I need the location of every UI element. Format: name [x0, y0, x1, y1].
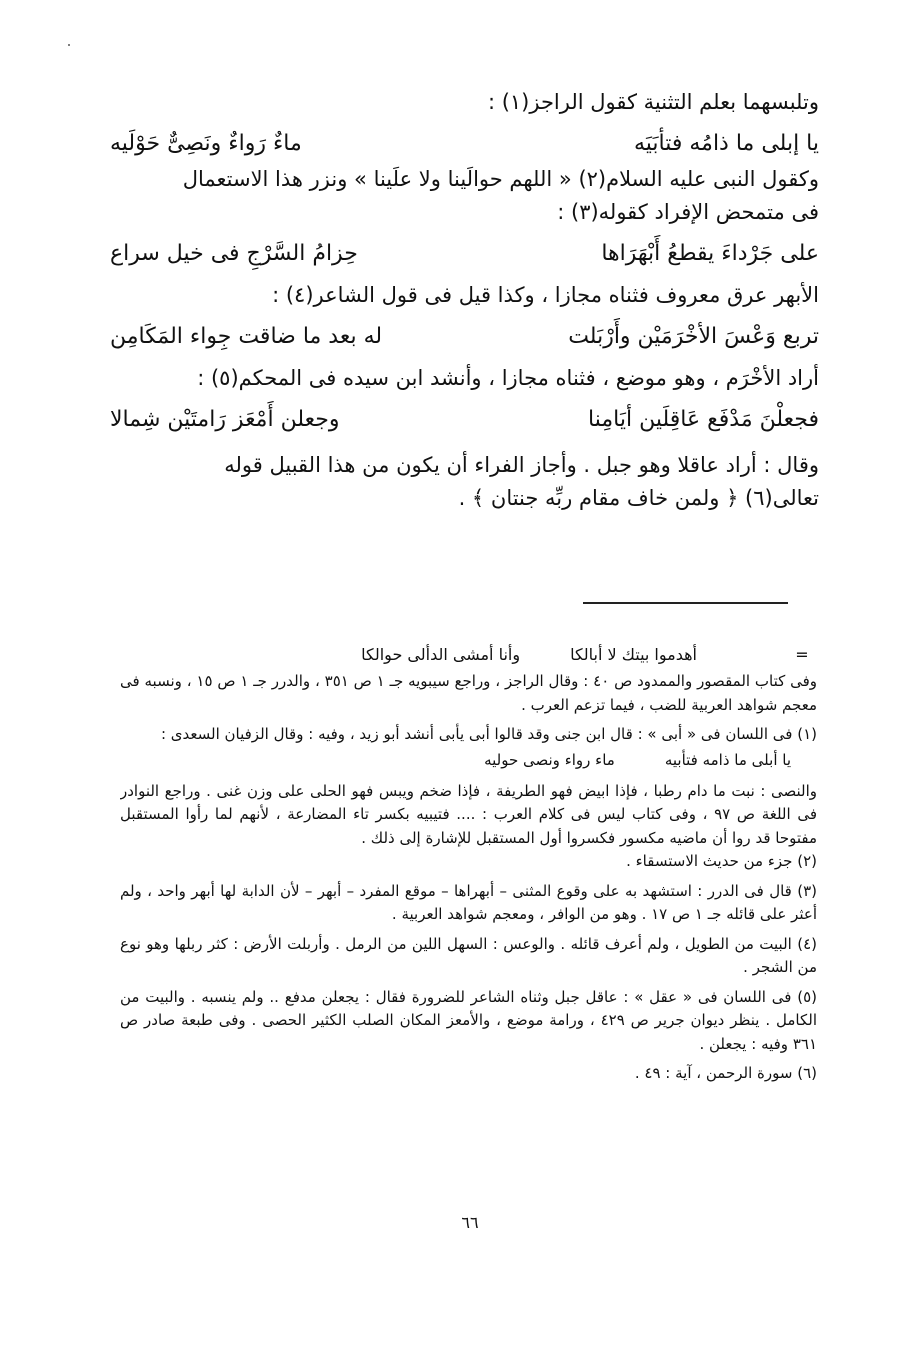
verse-second-hemistich: وجعلن أَمْعَز رَامتَيْن شِمالا — [110, 407, 340, 432]
footnotes — [120, 640, 817, 1086]
verse-second-hemistich: ماءٌ رَواءٌ ونَصِىٌّ حَوْلَيه — [110, 131, 302, 156]
verse-line — [110, 125, 819, 163]
verse-second-hemistich: ماء رواء ونصى حوليه — [484, 750, 615, 769]
verse-second-hemistich: حِزامُ السَّرْجِ فى خيل سراع — [110, 241, 358, 266]
footnote-2: (٢) جزء من حديث الاستسقاء . — [626, 852, 817, 870]
footnote-3: (٣) قال فى الدرر : استشهد به على وقوع المثنى – أبهراها – موقع المفرد – أبهر – لأن الدابة لها أبهر واحد ، ولم أعثر على قائله جـ ١ ص ١٧ . وهو من الوافر ، ومعجم شواهد العربية . — [120, 881, 817, 923]
continuation-marker: = — [795, 645, 809, 664]
body-line: فى متمحض الإفراد كقوله(٣) : — [557, 200, 819, 224]
verse-line — [110, 318, 819, 356]
footnote-1-verse — [120, 747, 817, 774]
body-line: تعالى(٦) ﴿ ولمن خاف مقام ربِّه جنتان ﴾ . — [458, 486, 819, 510]
body-line: وتلبسهما بعلم التثنية كقول الراجز(١) : — [487, 90, 819, 114]
verse-second-hemistich: وأنا أمشى الدألى حوالكا — [361, 645, 521, 664]
footnote-separator — [583, 602, 788, 604]
body-line: وكقول النبى عليه السلام(٢) « اللهم حوالَينا ولا علَينا » ونزر هذا الاستعمال — [182, 167, 819, 191]
page-number: ٦٦ — [461, 1213, 479, 1232]
scan-speck — [68, 44, 70, 46]
body-line: الأبهر عرق معروف فثناه مجازا ، وكذا قيل فى قول الشاعر(٤) : — [272, 283, 819, 307]
verse-first-hemistich: تربع وَعْسَ الأخْرَمَيْن وأَرْبَلت — [568, 324, 819, 349]
footnote-continuation-text: وفى كتاب المقصور والممدود ص ٤٠ : وقال الراجز ، وراجع سيبويه جـ ١ ص ٣٥١ ، والدرر جـ ١ ص ١٥ ، ونسبه فى معجم شواهد العربية للضب ، فيما تزعم العرب . — [120, 672, 817, 714]
verse-first-hemistich: أهدموا بيتك لا أبالكا — [570, 645, 697, 664]
main-text — [110, 86, 819, 515]
body-line: وقال : أراد عاقلا وهو جبل . وأجاز الفراء أن يكون من هذا القبيل قوله — [224, 453, 819, 477]
verse-first-hemistich: يا أبلى ما ذامه فتأبيه — [664, 750, 791, 769]
footnote-1-text: والنصى : نبت ما دام رطبا ، فإذا ابيض فهو الطريفة ، فإذا ضخم ويبس فهو الحلى على وزن غنى . وراجع النوادر فى اللغة ص ٩٧ ، وفى كتاب ليس فى كلام العرب : .... فتيبيه بكسر تاء المضارعة ، لأنهم لما رأوا المستقبل مفتوحا قد روا أن ماضيه مكسور فكسروا أول المستقبل للإشارة إلى ذلك . — [120, 781, 817, 847]
verse-line — [110, 235, 819, 273]
verse-line — [110, 401, 819, 439]
footnote-6: (٦) سورة الرحمن ، آية : ٤٩ . — [634, 1064, 817, 1082]
footnote-1: (١) فى اللسان فى « أبى » : قال ابن جنى وقد قالوا أبى يأبى أنشد أبو زيد ، وفيه : وقال الزفيان السعدى : — [160, 725, 817, 743]
footnote-5: (٥) فى اللسان فى « عقل » : عاقل جبل وثناه الشاعر للضرورة فقال : يجعلن مدفع .. ولم ينسبه . والبيت من الكامل . ينظر ديوان جرير ص ٤٢٩ ، ورامة موضع ، والأمعز المكان الصلب الكثير الحصى . وفى طبعة صادر ص ٣٦١ وفيه : يجعلن . — [120, 987, 817, 1053]
verse-first-hemistich: فجعلْنَ مَدْفَع عَاقِلَين أيَامِنا — [588, 407, 819, 432]
verse-first-hemistich: على جَرْداءَ يقطعُ أَبْهَرَاها — [601, 241, 819, 266]
footnote-continuation-verse — [120, 640, 817, 670]
body-line: أراد الأخْرَم ، وهو موضع ، فثناه مجازا ، وأنشد ابن سيده فى المحكم(٥) : — [197, 366, 819, 390]
verse-second-hemistich: له بعد ما ضاقت جِواء المَكَامِن — [110, 324, 383, 349]
footnote-4: (٤) البيت من الطويل ، ولم أعرف قائله . والوعس : السهل اللين من الرمل . وأربلت الأرض : كثر ربلها وهو نوع من الشجر . — [120, 934, 817, 976]
verse-first-hemistich: يا إبلى ما ذامُه فتأبَيَه — [633, 131, 819, 156]
